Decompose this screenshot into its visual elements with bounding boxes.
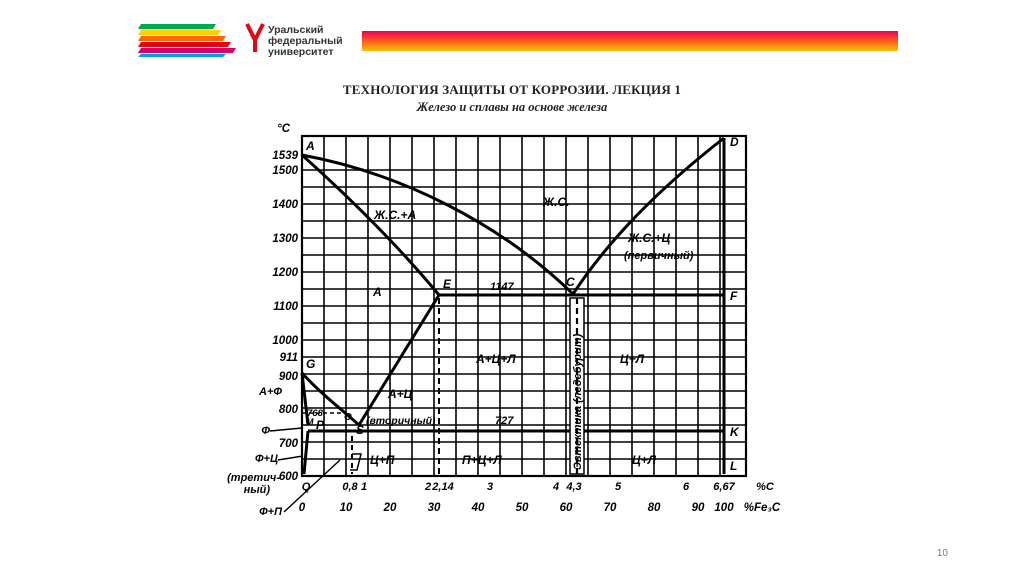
region-A-C-L: А+Ц+Л (476, 352, 516, 366)
eutectic-label: Эвтектика (ледебурит) (572, 333, 584, 470)
y-tick-1400: 1400 (272, 199, 298, 211)
point-G: G (306, 357, 316, 371)
header-accent-bar (362, 31, 898, 51)
x-unit-carbon: %C (756, 481, 774, 493)
pointer-F (270, 428, 302, 431)
x-tick-0-8: 0,8 (342, 481, 358, 493)
region-secondary-label: (вторичный) (366, 415, 436, 427)
point-E: E (443, 277, 452, 291)
point-Q: Q (301, 481, 311, 493)
solidus-AE (302, 155, 439, 295)
region-C-L-lower: Ц+Л (632, 453, 656, 467)
university-name-line2: федеральный (268, 35, 343, 47)
iron-carbon-diagram (227, 118, 800, 523)
university-name-line1: Уральский (268, 24, 324, 36)
region-C-P: Ц+П (370, 453, 395, 467)
point-A: A (306, 139, 315, 153)
point-O: O (344, 412, 352, 423)
x-tick-6-67: 6,67 (713, 481, 735, 493)
x-fe3c-20: 20 (383, 502, 397, 514)
point-L: L (730, 459, 738, 473)
x-tick-3: 3 (486, 481, 494, 493)
region-primary-label: (первичный) (624, 250, 694, 262)
region-P-C-L: П+Ц+Л (462, 453, 502, 467)
label-tertiary-1: (третич- (227, 472, 280, 484)
line-ES (359, 295, 439, 425)
x-tick-5: 5 (614, 481, 622, 493)
y-unit-label: °C (277, 123, 290, 135)
y-tick-1000: 1000 (272, 335, 298, 347)
x-fe3c-70: 70 (603, 502, 617, 514)
temp-768: 768 (307, 408, 323, 419)
region-austenite: А (373, 285, 382, 299)
ural-university-logo-icon (138, 24, 263, 57)
x-tick-4-3: 4,3 (566, 481, 582, 493)
page-number: 10 (936, 548, 948, 559)
label-F-plus-P: Ф+П (259, 506, 282, 518)
liquidus-CD (573, 138, 724, 294)
x-fe3c-80: 80 (647, 502, 661, 514)
y-tick-600: 600 (278, 471, 298, 483)
x-unit-fe3c: %Fe₃C (743, 502, 781, 514)
x-tick-6: 6 (682, 481, 690, 493)
x-fe3c-90: 90 (691, 502, 705, 514)
y-tick-1539: 1539 (272, 150, 298, 162)
x-tick-1: 1 (360, 481, 368, 493)
region-liquid-austenite: Ж.С.+А (374, 208, 417, 222)
slide-title: ТЕХНОЛОГИЯ ЗАЩИТЫ ОТ КОРРОЗИИ. ЛЕКЦИЯ 1 (342, 82, 682, 97)
label-F: Ф (261, 425, 270, 437)
pointer-F-plus-C (278, 456, 303, 460)
region-C-L-upper: Ц+Л (620, 352, 644, 366)
slide-subtitle: Железо и сплавы на основе железа (416, 100, 608, 114)
y-tick-1100: 1100 (273, 301, 298, 313)
y-tick-911: 911 (279, 352, 298, 364)
y-tick-1500: 1500 (272, 165, 298, 177)
x-fe3c-0: 0 (298, 502, 306, 514)
x-fe3c-50: 50 (515, 502, 529, 514)
temp-727: 727 (495, 415, 514, 427)
x-tick-2-14: 2,14 (432, 481, 454, 493)
point-S: S (356, 423, 365, 437)
y-tick-1200: 1200 (272, 267, 298, 279)
y-tick-700: 700 (278, 438, 298, 450)
region-A-C: А+Ц (388, 387, 413, 401)
pointer-F-plus-P (284, 460, 340, 512)
liquidus-AC (302, 155, 573, 294)
point-F: F (730, 289, 738, 303)
point-D: D (730, 135, 739, 149)
x-tick-2: 2 (424, 481, 432, 493)
x-tick-4: 4 (552, 481, 560, 493)
x-fe3c-10: 10 (339, 502, 353, 514)
label-A-plus-F: А+Ф (259, 386, 282, 398)
y-tick-1300: 1300 (272, 233, 298, 245)
label-F-plus-C: Ф+Ц (254, 453, 278, 465)
point-K: K (730, 425, 739, 439)
x-fe3c-100: 100 (714, 502, 734, 514)
university-name-line3: университет (268, 46, 334, 58)
region-liquid-cementite: Ж.С.+Ц (628, 231, 671, 245)
point-P: P (316, 418, 325, 432)
header-bar (0, 0, 1024, 70)
x-fe3c-60: 60 (559, 502, 573, 514)
point-M: M (306, 417, 314, 427)
temp-1147: 1147 (490, 281, 514, 293)
x-fe3c-30: 30 (427, 502, 441, 514)
y-tick-900: 900 (278, 371, 298, 383)
y-tick-800: 800 (278, 404, 298, 416)
line-PQ (304, 431, 308, 474)
label-tertiary-2: ный) (243, 484, 270, 496)
region-liquid: Ж.С. (543, 195, 570, 209)
x-fe3c-40: 40 (471, 502, 485, 514)
point-C: C (566, 275, 575, 289)
